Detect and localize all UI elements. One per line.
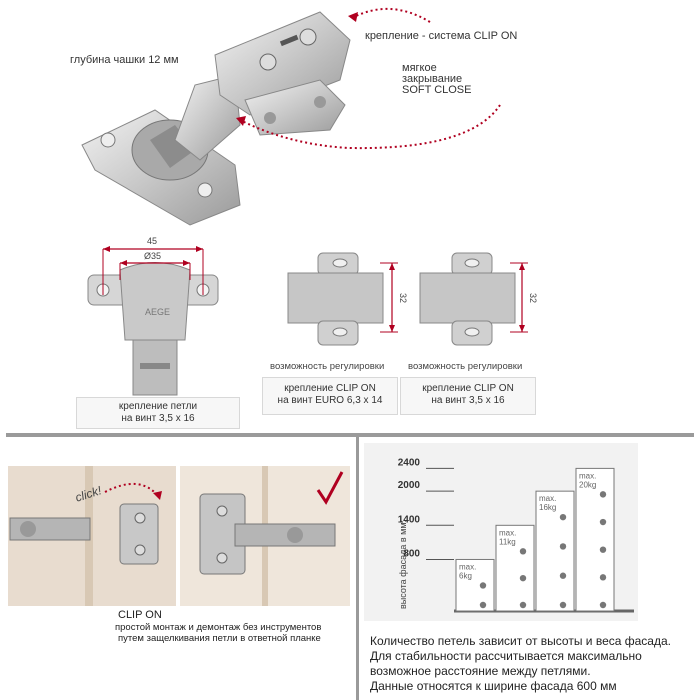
note-line-4: Данные относятся к ширине фасада 600 мм xyxy=(370,679,617,693)
adjust-label-2: возможность регулировки xyxy=(408,361,523,372)
hinge-dot xyxy=(560,573,566,579)
note-line-2: Для стабильности рассчитывается максимально xyxy=(370,649,642,663)
clip-on-title: CLIP ON xyxy=(118,609,162,621)
y-tick-label: 1400 xyxy=(397,514,420,526)
screw-hole-left xyxy=(101,133,115,147)
hinge-dot xyxy=(520,575,526,581)
note-line-1: Количество петель зависит от высоты и веса фасада. xyxy=(370,634,671,648)
vertical-divider xyxy=(356,437,359,700)
adjust-screw-2 xyxy=(300,29,316,45)
hinge-front-cup xyxy=(120,263,190,341)
caption-plate-1 xyxy=(262,377,398,415)
hinge-dot xyxy=(600,519,606,525)
y-axis-label: высота фасада в мм: xyxy=(398,519,408,609)
hinge-dot xyxy=(520,548,526,554)
clip-on-photos xyxy=(0,466,356,636)
adjust-label-1: возможность регулировки xyxy=(270,361,385,372)
clip-on-desc-2: путем защелкивания петли в ответной планке xyxy=(118,633,321,644)
bar-label: 6kg xyxy=(459,571,472,581)
caption-plate-1-line2: на винт EURO 6,3 х 14 xyxy=(277,395,383,406)
caption-plate-2-line1: крепление CLIP ON xyxy=(422,383,514,394)
notes xyxy=(370,634,696,694)
bar-label: max. xyxy=(579,471,597,481)
hinge-dot xyxy=(480,582,486,588)
hinge-dot xyxy=(560,514,566,520)
label-clip-on: крепление - система CLIP ON xyxy=(365,30,518,42)
hinge-dot xyxy=(520,602,526,608)
bar-label: max. xyxy=(539,494,557,504)
bar-label: max. xyxy=(499,528,517,538)
caption-hinge-line1: крепление петли xyxy=(118,401,198,412)
dimensions-section xyxy=(0,235,700,430)
label-soft-close-2: закрывание xyxy=(402,73,463,85)
brand-mark: AEGE xyxy=(145,307,171,317)
label-soft-close-1: мягкое xyxy=(402,62,437,74)
dim-label-32-b: 32 xyxy=(528,292,539,304)
note-line-3: возможное расстояние между петлями. xyxy=(370,664,591,678)
hinge-dot xyxy=(600,546,606,552)
clip-on-desc-1: простой монтаж и демонтаж без инструментов xyxy=(115,622,322,633)
screw-hole-right xyxy=(198,183,212,197)
hinge-illustration xyxy=(0,0,700,235)
caption-hinge-line2: на винт 3,5 х 16 xyxy=(121,413,195,424)
label-cup-depth: глубина чашки 12 мм xyxy=(70,54,179,66)
bar-label: max. xyxy=(459,562,477,572)
mounting-plate-1 xyxy=(288,273,383,323)
caption-hinge xyxy=(76,397,240,429)
hinge-count-chart xyxy=(364,443,638,621)
hinge-dot xyxy=(480,602,486,608)
hinge-dot xyxy=(560,543,566,549)
adjust-screw-1 xyxy=(260,54,276,70)
chart-panel xyxy=(364,443,638,621)
caption-plate-2 xyxy=(400,377,536,415)
mounting-plate-2 xyxy=(420,273,515,323)
caption-plate-2-line2: на винт 3,5 х 16 xyxy=(431,395,505,406)
arrow-clip-on xyxy=(352,9,430,22)
hinge-dot xyxy=(560,602,566,608)
bar-label: 11kg xyxy=(499,537,516,547)
y-tick-label: 2400 xyxy=(397,457,420,469)
caption-plate-1-line1: крепление CLIP ON xyxy=(284,383,376,394)
bar-label: 16kg xyxy=(539,503,557,513)
chart-bar xyxy=(576,468,614,611)
y-tick-label: 2000 xyxy=(397,480,420,492)
top-section xyxy=(0,0,700,235)
dim-label-45: 45 xyxy=(147,236,158,246)
dim-label-32-a: 32 xyxy=(398,292,409,304)
click-label: click! xyxy=(73,483,104,505)
clip-on-section xyxy=(0,440,356,700)
dim-label-35: Ø35 xyxy=(144,251,162,261)
bar-label: 20kg xyxy=(579,480,597,490)
label-soft-close-3: SOFT CLOSE xyxy=(402,84,472,96)
hinge-dot xyxy=(600,491,606,497)
hinge-dot xyxy=(600,574,606,580)
hinge-dot xyxy=(600,602,606,608)
y-tick-label: 800 xyxy=(403,548,420,560)
section-divider xyxy=(6,433,694,437)
